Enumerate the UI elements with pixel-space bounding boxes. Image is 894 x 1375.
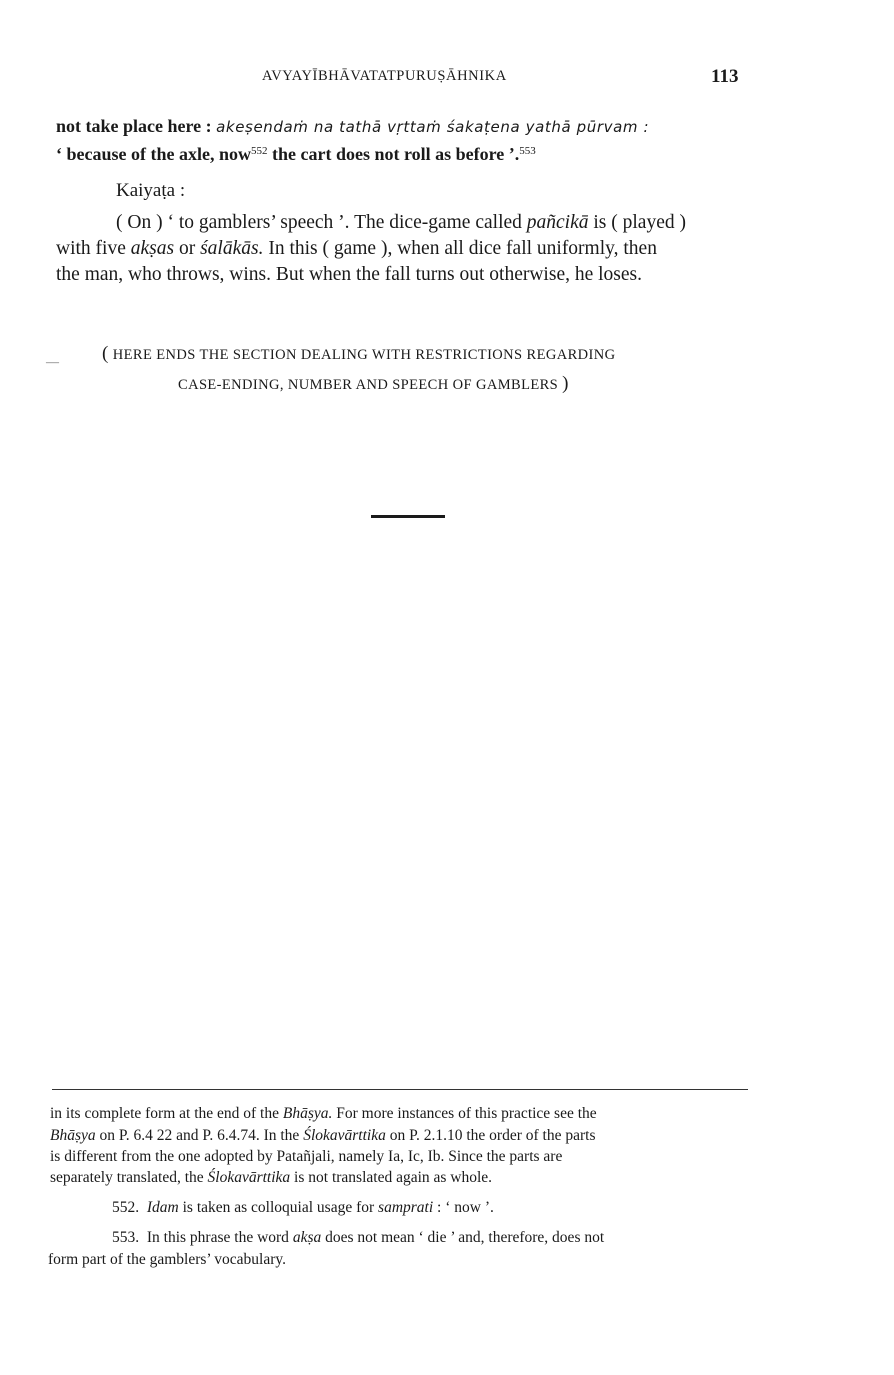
italic-term: akṣas bbox=[130, 238, 175, 259]
text-span: For more instances of this practice see the bbox=[332, 1105, 597, 1122]
text-span: separately translated, the bbox=[50, 1169, 208, 1186]
bhasya-line-1 bbox=[56, 116, 649, 137]
italic-term: Bhāṣya. bbox=[282, 1105, 333, 1122]
kaiyata-line-2 bbox=[56, 238, 657, 260]
italic-term: śalākās. bbox=[200, 238, 264, 259]
footnote-continuation-line-1 bbox=[50, 1105, 597, 1123]
italic-term: Ślokavārttika bbox=[303, 1127, 386, 1144]
running-title: AVYAYĪBHĀVATATPURUṢĀHNIKA bbox=[262, 68, 507, 84]
footnote-ref-552[interactable]: 552 bbox=[250, 145, 268, 157]
footnote-continuation-line-3: is different from the one adopted by Patañjali, namely Ia, Ic, Ib. Since the parts are bbox=[50, 1148, 563, 1165]
text-span: HERE ENDS THE SECTION DEALING WITH RESTRICTIONS REGARDING bbox=[108, 347, 616, 363]
footnote-553-line-1 bbox=[112, 1229, 604, 1247]
italic-term: samprati bbox=[378, 1199, 434, 1216]
paren: ( bbox=[102, 343, 109, 364]
italic-term: pañcikā bbox=[526, 212, 589, 233]
italic-term: Idam bbox=[146, 1199, 179, 1216]
text-span: In this phrase the word bbox=[146, 1229, 293, 1246]
paren: ) bbox=[562, 373, 569, 394]
text-span: on P. 6.4 22 and P. 6.4.74. In the bbox=[95, 1127, 304, 1144]
text-span: or bbox=[174, 238, 201, 259]
text-span: CASE-ENDING, NUMBER AND SPEECH OF GAMBLERS bbox=[178, 377, 563, 393]
footnote-552 bbox=[112, 1199, 494, 1217]
text-span: does not mean ‘ die ’ and, therefore, does not bbox=[321, 1229, 605, 1246]
footnote-continuation-line-2 bbox=[50, 1127, 596, 1145]
text-span: is taken as colloquial usage for bbox=[178, 1199, 379, 1216]
text-span: in its complete form at the end of the bbox=[50, 1105, 283, 1122]
italic-term: akṣa bbox=[292, 1229, 322, 1246]
text-span: on P. 2.1.10 the order of the parts bbox=[385, 1127, 596, 1144]
bhasya-text: the cart does not roll as before ’. bbox=[267, 144, 520, 164]
footnote-continuation-line-4 bbox=[50, 1169, 492, 1187]
bhasya-line-2 bbox=[56, 144, 536, 165]
section-end-line-2 bbox=[178, 373, 569, 395]
bhasya-transliteration: akeṣendaṁ na tathā vṛttaṁ śakaṭena yathā pūrvam : bbox=[216, 118, 650, 136]
margin-mark: — bbox=[46, 354, 59, 369]
footnote-number: 553. bbox=[112, 1229, 140, 1246]
text-span: with five bbox=[56, 238, 131, 259]
bhasya-text: not take place here : bbox=[56, 116, 217, 136]
section-end-rule bbox=[371, 515, 445, 518]
bhasya-text: ‘ because of the axle, now bbox=[56, 144, 251, 164]
text-span: In this ( game ), when all dice fall uniformly, then bbox=[263, 238, 657, 259]
text-span: : ‘ now ’. bbox=[433, 1199, 494, 1216]
text-span: ( On ) ‘ to gamblers’ speech ’. The dice-game called bbox=[116, 212, 527, 233]
kaiyata-line-1 bbox=[116, 212, 686, 234]
footnote-553-line-2: form part of the gamblers’ vocabulary. bbox=[48, 1251, 287, 1268]
text-span: is ( played ) bbox=[588, 212, 686, 233]
footnote-ref-553[interactable]: 553 bbox=[519, 145, 536, 157]
section-end-line-1 bbox=[102, 343, 616, 365]
footnote-separator bbox=[52, 1089, 748, 1090]
text-span: is not translated again as whole. bbox=[290, 1169, 493, 1186]
kaiyata-line-3: the man, who throws, wins. But when the fall turns out otherwise, he loses. bbox=[56, 264, 642, 285]
italic-term: Ślokavārttika bbox=[207, 1169, 291, 1186]
page-number: 113 bbox=[711, 66, 739, 87]
kaiyata-heading: Kaiyaṭa : bbox=[116, 180, 186, 201]
footnote-number: 552. bbox=[112, 1199, 140, 1216]
italic-term: Bhāṣya bbox=[50, 1127, 96, 1144]
